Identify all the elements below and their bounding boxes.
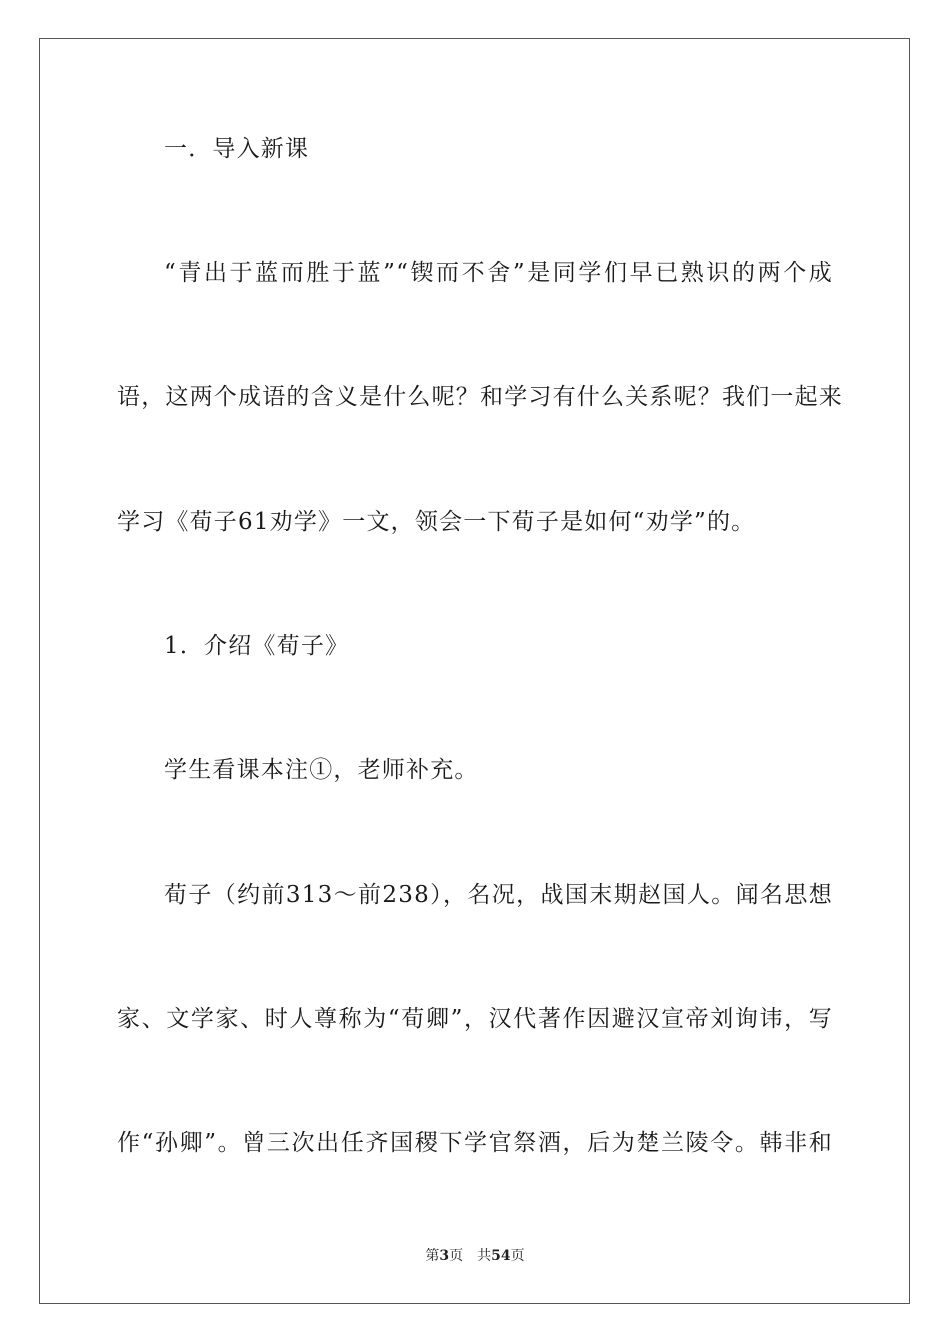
paragraph-line: 家、文学家、时人尊称为“荀卿”，汉代著作因避汉宣帝刘询讳，写 [117,1006,833,1032]
page-suffix: 页 [449,1248,464,1264]
total-pages-number: 54 [491,1248,511,1264]
paragraph-line: “青出于蓝而胜于蓝”“锲而不舍”是同学们早已熟识的两个成 [164,260,833,286]
paragraph-line: 作“孙卿”。曾三次出任齐国稷下学官祭酒，后为楚兰陵令。韩非和 [117,1130,833,1156]
paragraph-line: 荀子（约前313～前238），名况，战国末期赵国人。闻名思想 [164,882,833,908]
page-prefix: 第 [425,1248,440,1264]
paragraph-line: 语，这两个成语的含义是什么呢？和学习有什么关系呢？我们一起来 [117,384,843,410]
paragraph-line: 学习《荀子61劝学》一文，领会一下荀子是如何“劝学”的。 [117,509,756,535]
section-heading: 一．导入新课 [164,136,310,162]
paragraph-line: 学生看课本注①，老师补充。 [164,757,479,783]
total-suffix: 页 [510,1248,525,1264]
total-prefix: 共 [477,1248,492,1264]
current-page-number: 3 [439,1248,450,1264]
page-footer [0,1247,950,1265]
subsection-heading: 1．介绍《荀子》 [164,633,350,659]
page-frame [39,38,910,1304]
